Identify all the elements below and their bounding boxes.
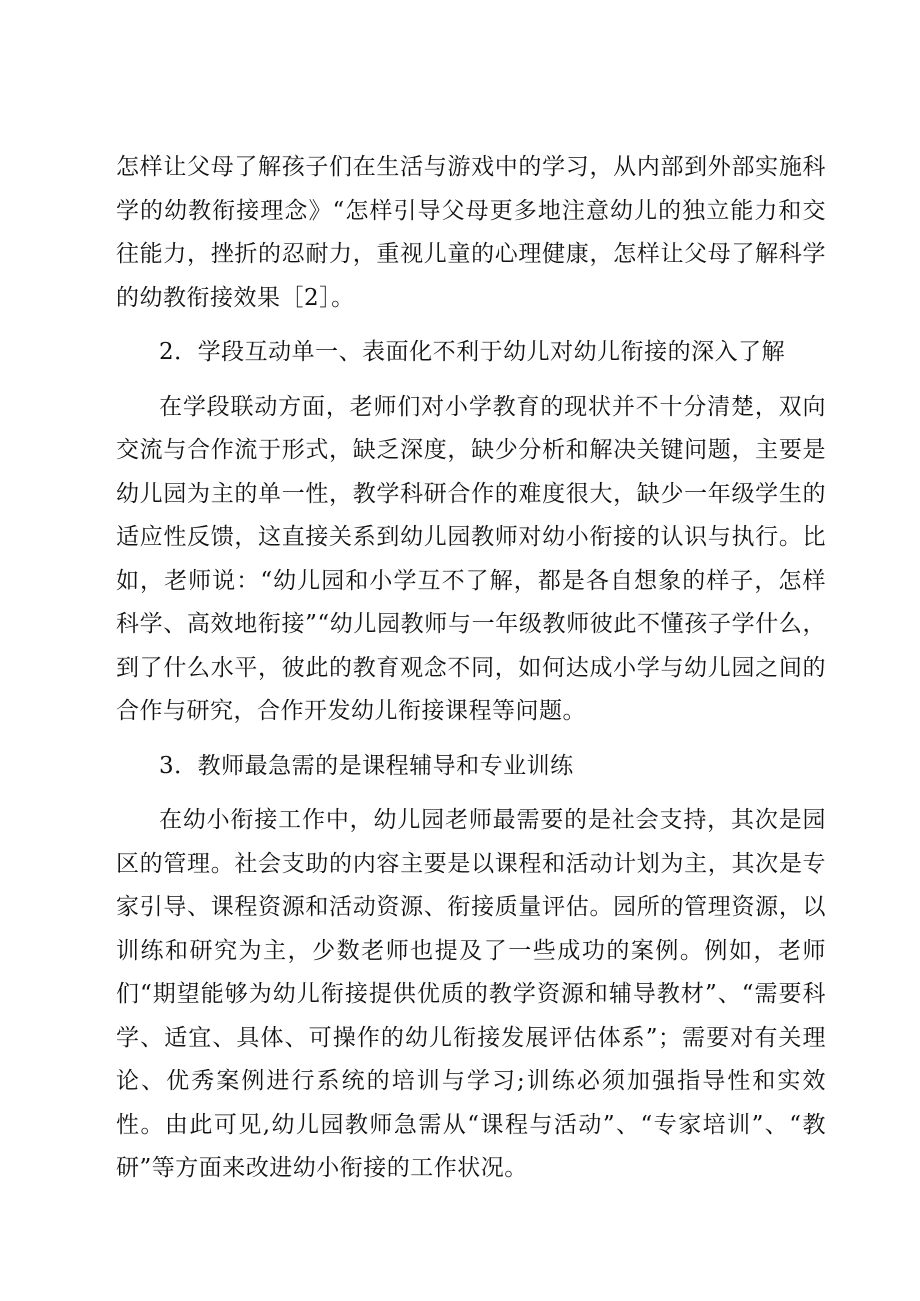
paragraph-section-3: 在幼小衔接工作中，幼儿园老师最需要的是社会支持，其次是园区的管理。社会支助的内容主要是以课程和活动计划为主，其次是专家引导、课程资源和活动资源、衔接质量评估。园所的管理资源，以训练和研究为主，少数老师也提及了一些成功的案例。例如，老师们“期望能够为幼儿衔接提供优质的教学资源和辅导教材”、“需要科学、适宜、具体、可操作的幼儿衔接发展评估体系”；需要对有关理论、优秀案例进行系统的培训与学习;训练必须加强指导性和实效性。由此可见,幼儿园教师急需从“课程与活动”、“专家培训”、“教研”等方面来改进幼小衔接的工作状况。	[116, 807, 826, 1181]
paragraph-continued: 怎样让父母了解孩子们在生活与游戏中的学习，从内部到外部实施科学的幼教衔接理念》“怎样引导父母更多地注意幼儿的独立能力和交往能力，挫折的忍耐力，重视儿童的心理健康，怎样让父母了解科学的幼教衔接效果［2］。	[116, 154, 826, 311]
paragraph-section-2: 在学段联动方面，老师们对小学教育的现状并不十分清楚，双向交流与合作流于形式，缺乏深度，缺少分析和解决关键问题，主要是幼儿园为主的单一性，教学科研合作的难度很大，缺少一年级学生的适应性反馈，这直接关系到幼儿园教师对幼小衔接的认识与执行。比如，老师说：“幼儿园和小学互不了解，都是各自想象的样子，怎样科学、高效地衔接”“幼儿园教师与一年级教师彼此不懂孩子学什么，到了什么水平，彼此的教育观念不同，如何达成小学与幼儿园之间的合作与研究，合作开发幼儿衔接课程等问题。	[116, 393, 826, 724]
document-body	[116, 146, 826, 1191]
section-heading-2: 2．学段互动单一、表面化不利于幼儿对幼儿衔接的深入了解	[159, 339, 786, 365]
section-heading-3: 3．教师最急需的是课程辅导和专业训练	[159, 752, 574, 779]
